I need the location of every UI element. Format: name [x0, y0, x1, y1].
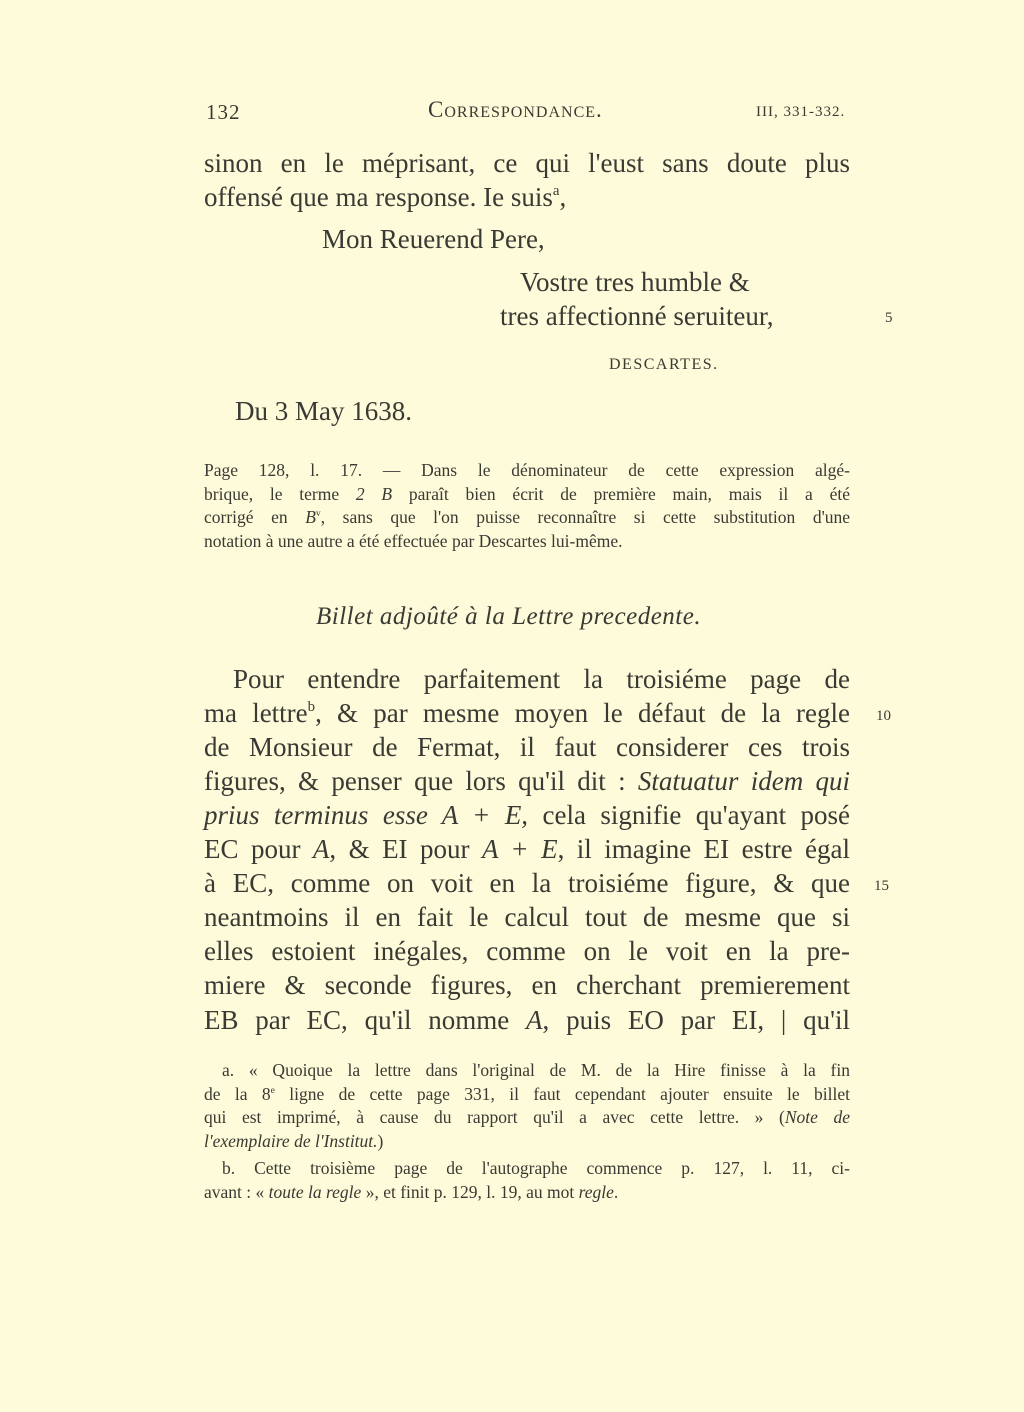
- billet-l6-b: , & EI pour: [329, 834, 482, 864]
- editorial-note-line-1: Page 128, l. 17. — Dans le dénominateur de cette expression algé-: [204, 460, 850, 480]
- note-l2-a: brique, le terme: [204, 483, 356, 504]
- billet-line-9: elles estoient inégales, comme on le voit en la pre-: [204, 936, 850, 966]
- footnote-a-line-4: [204, 1130, 850, 1154]
- billet-l11-a: EB par EC, qu'il nomme: [204, 1005, 527, 1035]
- editorial-note-line-4: notation à une autre a été effectuée par Descartes lui-même.: [204, 530, 623, 551]
- billet-l11-italic: A: [526, 1005, 543, 1035]
- fn-b-l2-i1: toute la regle: [268, 1181, 362, 1202]
- salutation: Mon Reuerend Pere,: [322, 224, 545, 254]
- letter-date: Du 3 May 1638.: [235, 396, 412, 426]
- fn-a-l4-b: ): [377, 1130, 384, 1151]
- editorial-note-line-2: [204, 483, 850, 507]
- billet-line-4: [204, 764, 850, 798]
- footnote-ref-a: a: [552, 182, 560, 199]
- footnote-b-line-2: [204, 1181, 850, 1205]
- note-l3-b: , sans que l'on puisse reconnaître si cette substitution d'une: [320, 507, 850, 527]
- line-number-15: 15: [874, 878, 889, 894]
- billet-line-6: [204, 832, 850, 866]
- footnote-a: [204, 1059, 850, 1153]
- billet-line-5: [204, 798, 850, 832]
- fn-a-l2-a: de la 8: [204, 1083, 271, 1104]
- page-number: 132: [206, 100, 241, 124]
- running-title: Correspondance.: [428, 97, 603, 122]
- line-number-10: 10: [876, 708, 891, 724]
- billet-l6-i1: A: [312, 834, 330, 864]
- note-l2-var: 2 B: [355, 483, 393, 504]
- billet-line-8: neantmoins il en fait le calcul tout de mesme que si: [204, 902, 850, 932]
- footnote-b-line-1: b. Cette troisième page de l'autographe commence p. 127, l. 11, ci-: [222, 1158, 850, 1178]
- page-reference: III, 331-332.: [756, 104, 846, 120]
- billet-l2-b: , & par mesme moyen le défaut de la regle: [315, 698, 850, 728]
- fn-b-l2-i2: regle: [578, 1181, 614, 1202]
- billet-l4-italic: Statuatur idem qui: [637, 766, 850, 796]
- note-l3-a: corrigé en: [204, 507, 306, 527]
- letter-line-2-end: ,: [559, 182, 567, 212]
- note-l2-b: paraît bien écrit de première main, mais il a été: [392, 483, 850, 504]
- footnote-ref-b: b: [307, 698, 316, 715]
- note-l3-sup: v: [315, 507, 321, 519]
- billet-l4-a: figures, & penser que lors qu'il dit :: [204, 766, 638, 796]
- closing-line-1: Vostre tres humble &: [520, 267, 750, 297]
- billet-l2-a: ma lettre: [204, 698, 308, 728]
- billet-line-3: de Monsieur de Fermat, il faut considerer ces trois: [204, 732, 850, 762]
- footnote-b: [204, 1157, 850, 1204]
- editorial-note: [204, 459, 850, 553]
- footnote-a-line-3: [204, 1106, 850, 1130]
- billet-line-11: [204, 1003, 850, 1037]
- line-number-5: 5: [885, 310, 893, 326]
- fn-a-l4-italic: l'exemplaire de l'Institut.: [204, 1130, 378, 1151]
- letter-line-2: [204, 180, 566, 214]
- fn-b-l2-a: avant : «: [204, 1181, 269, 1202]
- billet-l6-a: EC pour: [204, 834, 313, 864]
- billet-line-7: à EC, comme on voit en la troisiéme figure, & que: [204, 868, 850, 898]
- footnote-a-line-1: a. « Quoique la lettre dans l'original de M. de la Hire finisse à la fin: [222, 1060, 850, 1080]
- billet-l11-b: , puis EO par EI, | qu'il: [542, 1005, 850, 1035]
- billet-line-1: Pour entendre parfaitement la troisiéme page de: [233, 664, 850, 694]
- signature: DESCARTES.: [609, 356, 719, 373]
- fn-a-l3-italic: Note de: [784, 1107, 850, 1127]
- letter-line-1: sinon en le méprisant, ce qui l'eust sans doute plus: [204, 148, 850, 178]
- billet-l6-c: , il imagine EI estre égal: [557, 834, 850, 864]
- fn-a-l2-b: ligne de cette page 331, il faut cependant ajouter ensuite le billet: [274, 1083, 850, 1104]
- billet-l5-italic: prius terminus esse A + E,: [204, 800, 529, 830]
- closing-line-2: tres affectionné seruiteur,: [500, 301, 774, 331]
- note-l3-var: B: [305, 507, 316, 527]
- footnote-a-line-2: [204, 1083, 850, 1107]
- billet-line-2: [204, 696, 850, 730]
- letter-line-2-text: offensé que ma response. Ie suis: [204, 182, 553, 212]
- fn-b-l2-b: », et finit p. 129, l. 19, au mot: [361, 1181, 579, 1202]
- fn-b-l2-c: .: [613, 1181, 619, 1202]
- fn-a-l3-a: qui est imprimé, à cause du rapport qu'il a avec cette lettre. » (: [204, 1107, 785, 1127]
- billet-line-10: miere & seconde figures, en cherchant premierement: [204, 970, 850, 1000]
- billet-l6-i2: A + E: [481, 834, 558, 864]
- billet-l5-b: cela signifie qu'ayant posé: [528, 800, 850, 830]
- billet-title: Billet adjoûté à la Lettre precedente.: [316, 603, 702, 630]
- editorial-note-line-3: [204, 506, 850, 530]
- fn-a-l2-sup: e: [270, 1084, 275, 1096]
